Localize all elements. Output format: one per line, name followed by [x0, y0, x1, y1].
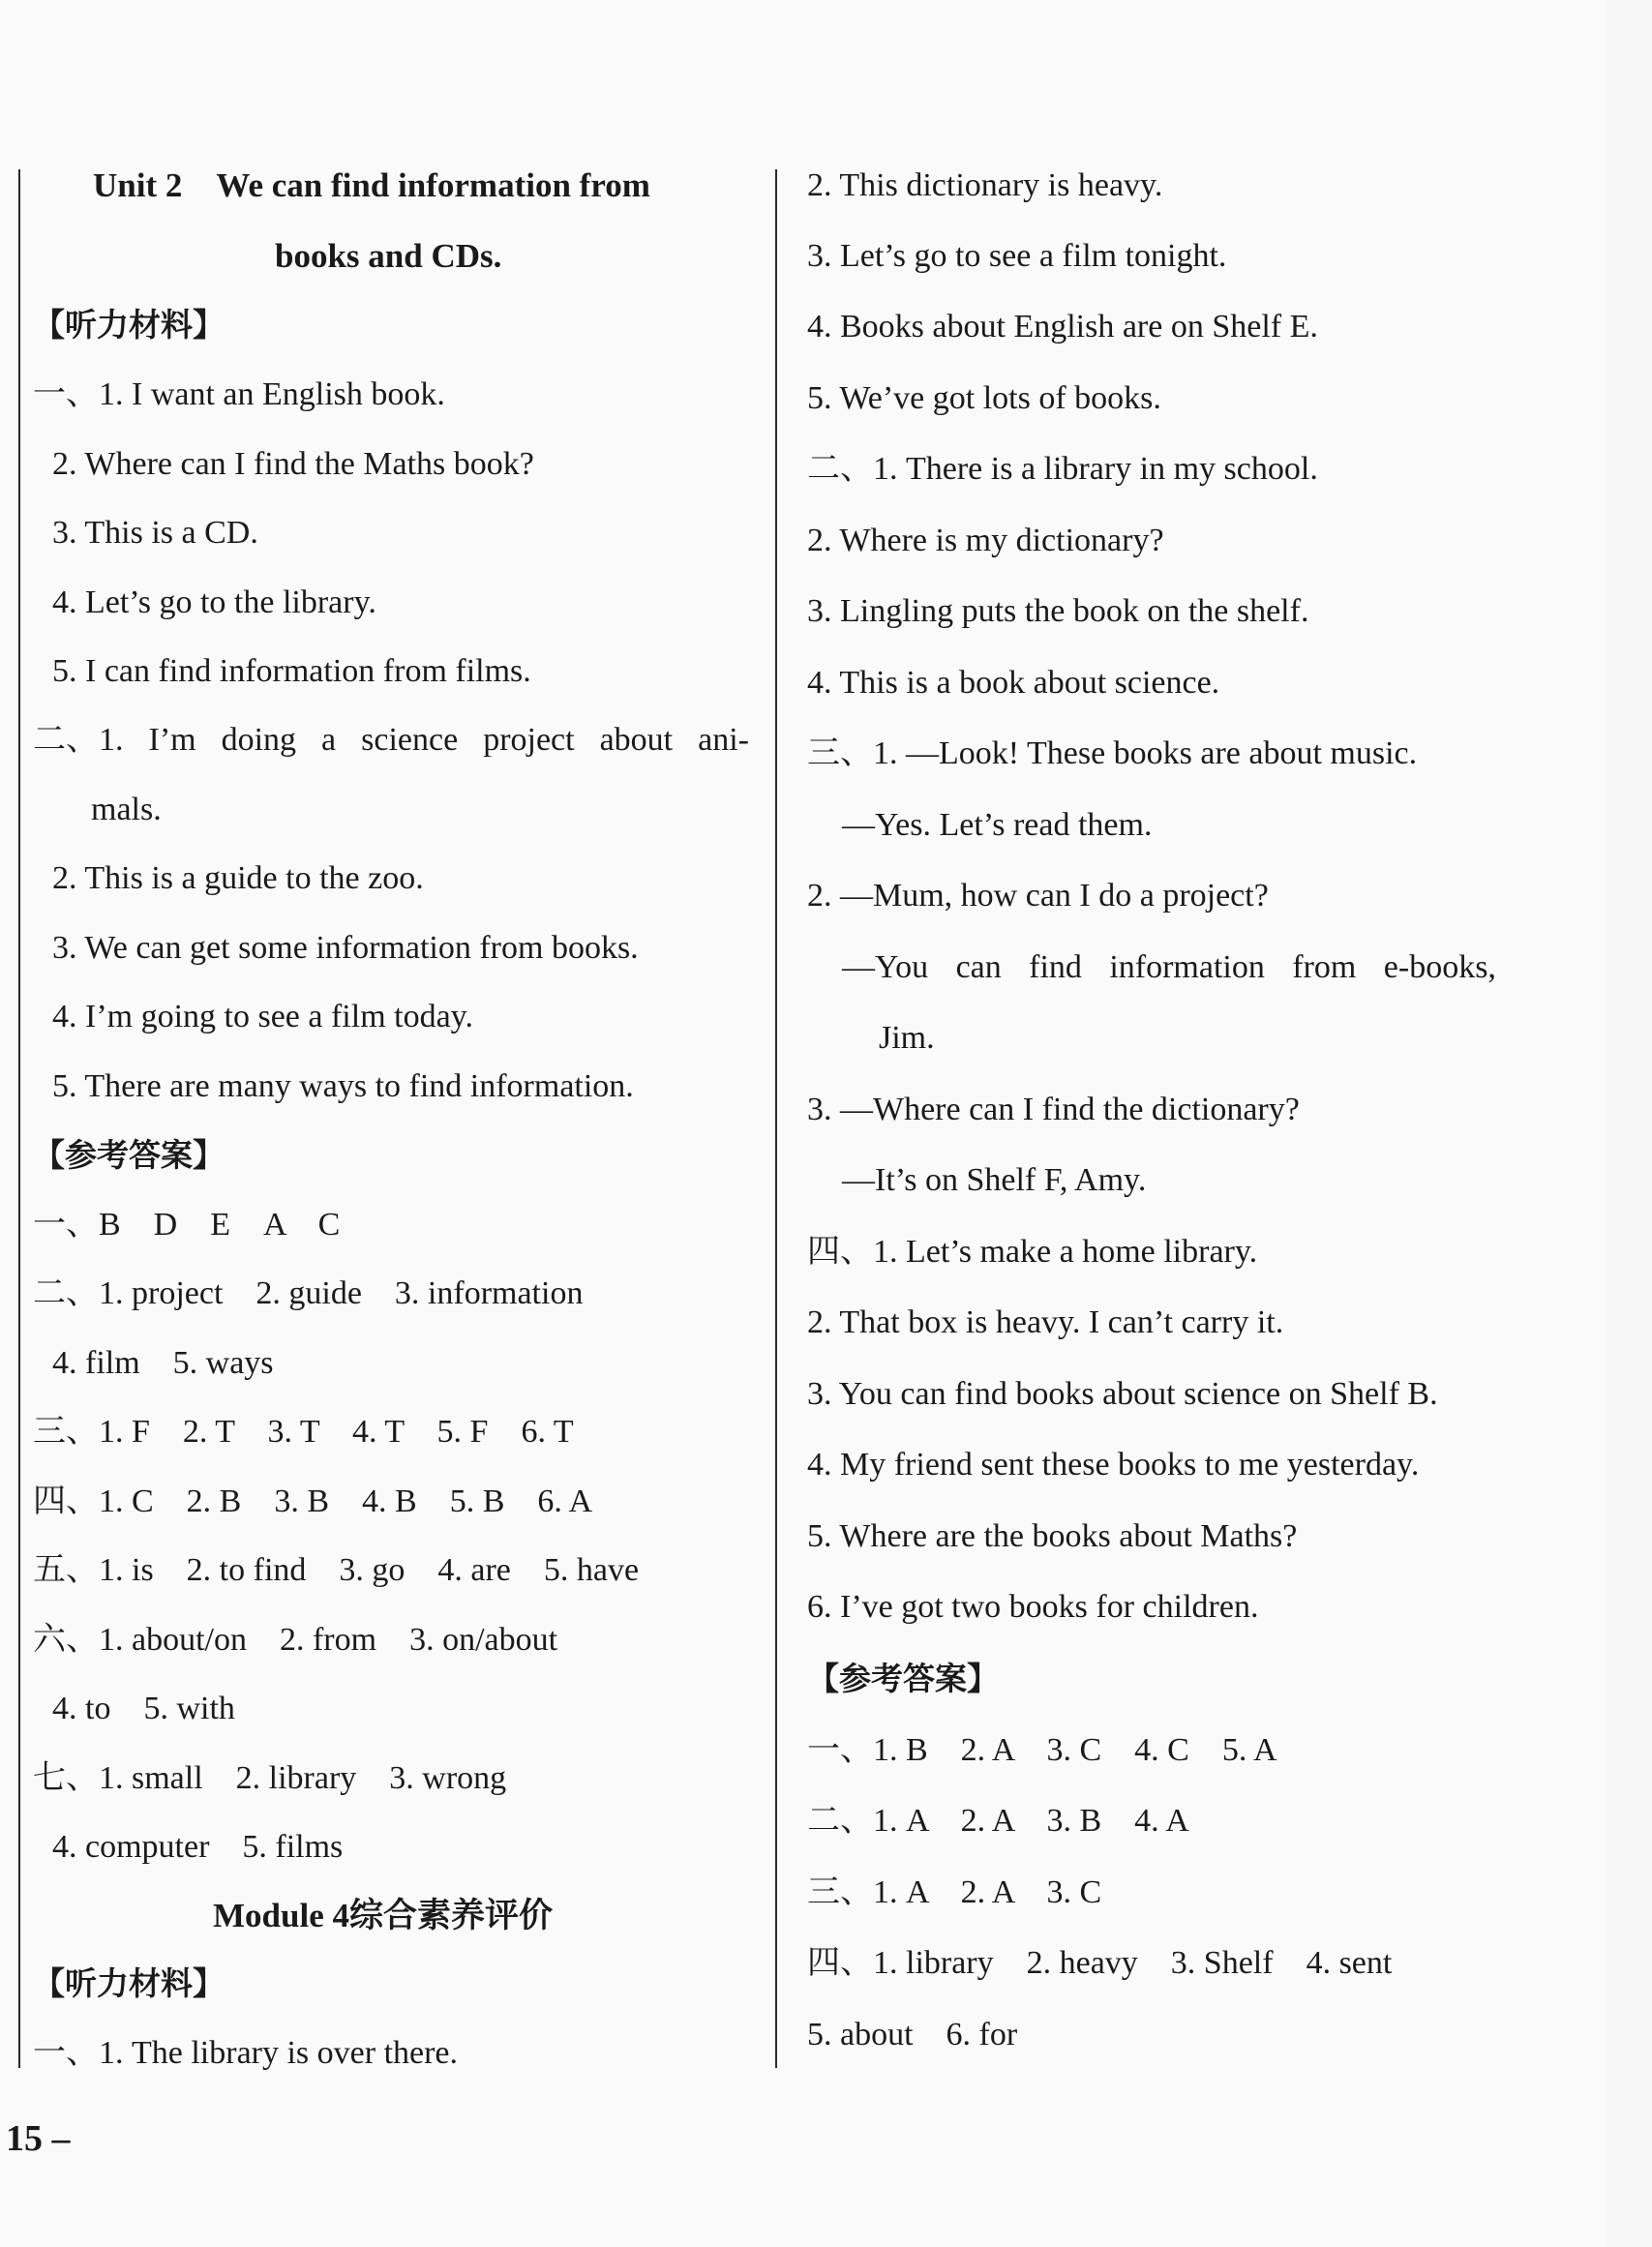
- word: doing: [221, 722, 297, 758]
- answer-line: 一、B D E A C: [33, 1207, 341, 1243]
- text-line: 5. Where are the books about Maths?: [807, 1518, 1298, 1554]
- word: find: [1029, 949, 1082, 985]
- unit-title-line1: Unit 2 We can find information from: [93, 166, 650, 204]
- text-line: 3. —Where can I find the dictionary?: [807, 1092, 1300, 1127]
- text-line: 2. This dictionary is heavy.: [807, 167, 1163, 203]
- word: I’m: [148, 722, 196, 758]
- word: about: [599, 722, 674, 758]
- text-line: 4. Books about English are on Shelf E.: [807, 309, 1318, 345]
- text-line: 一、1. I want an English book.: [33, 376, 445, 412]
- answer-line: 二、1. project 2. guide 3. information: [33, 1275, 584, 1311]
- word: can: [955, 949, 1002, 985]
- text-line: 一、1. The library is over there.: [33, 2035, 459, 2071]
- text-line: 4. This is a book about science.: [807, 665, 1220, 701]
- text-line: 4. My friend sent these books to me yesterday.: [807, 1447, 1420, 1483]
- answer-line: 4. to 5. with: [52, 1691, 235, 1726]
- text-line: 三、1. —Look! These books are about music.: [807, 735, 1418, 771]
- answers-header: 【参考答案】: [33, 1136, 225, 1174]
- text-line: Jim.: [879, 1020, 935, 1056]
- justified-line: [33, 721, 749, 760]
- text-line: 四、1. Let’s make a home library.: [807, 1234, 1258, 1270]
- text-line: 3. Lingling puts the book on the shelf.: [807, 593, 1309, 629]
- answer-line: 一、1. B 2. A 3. C 4. C 5. A: [807, 1732, 1277, 1768]
- text-line: 5. There are many ways to find information.: [52, 1068, 634, 1104]
- text-line: 3. This is a CD.: [52, 515, 258, 551]
- listening-header-2: 【听力材料】: [33, 1964, 225, 2002]
- text-line: 3. You can find books about science on Shelf B.: [807, 1376, 1438, 1412]
- answer-line: 四、1. C 2. B 3. B 4. B 5. B 6. A: [33, 1483, 593, 1519]
- word: a: [321, 722, 337, 758]
- word: project: [483, 722, 575, 758]
- answer-line: 六、1. about/on 2. from 3. on/about: [33, 1622, 558, 1658]
- text-line: 4. Let’s go to the library.: [52, 584, 376, 620]
- text-line: —Yes. Let’s read them.: [842, 807, 1153, 843]
- word: e-books,: [1383, 949, 1496, 985]
- listening-header: 【听力材料】: [33, 306, 225, 344]
- text-line: mals.: [91, 792, 162, 827]
- word: —You: [842, 949, 929, 985]
- text-line: 3. We can get some information from books.: [52, 930, 639, 966]
- answer-line: 三、1. A 2. A 3. C: [807, 1874, 1102, 1910]
- text-line: 5. We’ve got lots of books.: [807, 380, 1161, 416]
- text-line: 2. Where can I find the Maths book?: [52, 446, 534, 482]
- answer-line: 七、1. small 2. library 3. wrong: [33, 1760, 507, 1796]
- word: 二、1.: [33, 722, 124, 758]
- module-title: Module 4综合素养评价: [213, 1897, 553, 1934]
- text-line: —It’s on Shelf F, Amy.: [842, 1162, 1147, 1198]
- left-margin-rule: [18, 169, 20, 2068]
- text-line: 2. That box is heavy. I can’t carry it.: [807, 1304, 1284, 1340]
- answer-line: 4. film 5. ways: [52, 1345, 274, 1381]
- text-line: 二、1. There is a library in my school.: [807, 451, 1318, 487]
- page-number: 15 –: [6, 2118, 71, 2159]
- text-line: 5. I can find information from films.: [52, 653, 531, 689]
- answer-line: 5. about 6. for: [807, 2017, 1018, 2052]
- text-line: 6. I’ve got two books for children.: [807, 1589, 1259, 1625]
- text-line: 2. This is a guide to the zoo.: [52, 860, 424, 896]
- answers-header-right: 【参考答案】: [807, 1660, 999, 1697]
- justified-line: [842, 948, 1496, 987]
- text-line: 2. —Mum, how can I do a project?: [807, 878, 1269, 914]
- word: ani-: [698, 722, 749, 758]
- text-line: 2. Where is my dictionary?: [807, 523, 1164, 558]
- word: information: [1109, 949, 1265, 985]
- answer-line: 三、1. F 2. T 3. T 4. T 5. F 6. T: [33, 1414, 574, 1450]
- column-divider: [775, 169, 777, 2068]
- answer-line: 二、1. A 2. A 3. B 4. A: [807, 1803, 1189, 1839]
- word: science: [361, 722, 459, 758]
- answer-line: 五、1. is 2. to find 3. go 4. are 5. have: [33, 1552, 640, 1588]
- answer-line: 4. computer 5. films: [52, 1829, 344, 1865]
- answer-line: 四、1. library 2. heavy 3. Shelf 4. sent: [807, 1945, 1393, 1981]
- word: from: [1292, 949, 1357, 985]
- text-line: 3. Let’s go to see a film tonight.: [807, 238, 1227, 274]
- text-line: 4. I’m going to see a film today.: [52, 999, 473, 1034]
- unit-title-line2: books and CDs.: [275, 237, 502, 275]
